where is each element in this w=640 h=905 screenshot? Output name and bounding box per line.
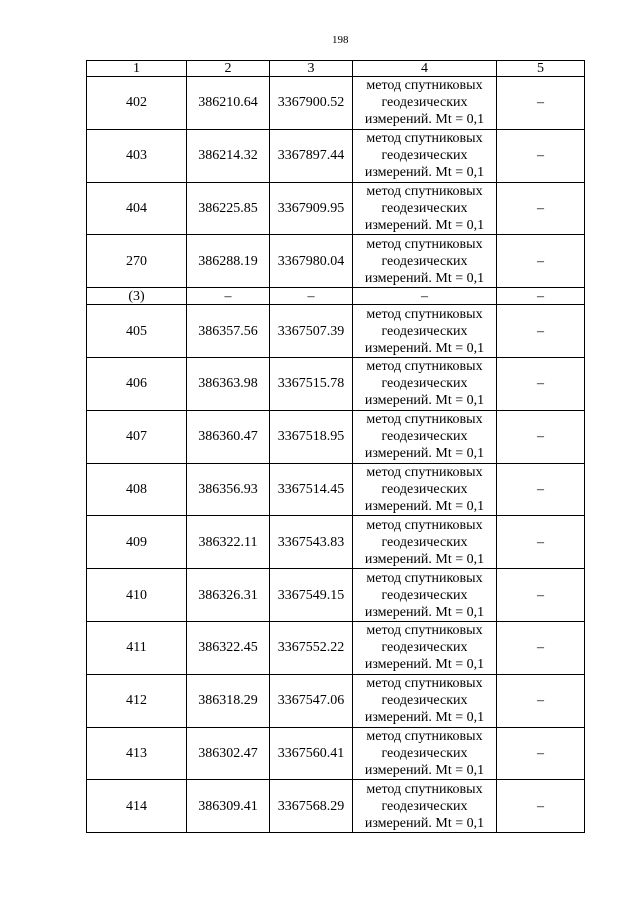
- coordinates-table: [86, 60, 585, 833]
- cell-point-number: 410: [87, 569, 187, 622]
- method-line: метод спутниковых: [366, 412, 483, 428]
- method-line: геодезических: [381, 481, 468, 497]
- cell-col5: –: [497, 410, 585, 463]
- cell-col5: –: [497, 288, 585, 305]
- cell-x-coordinate: 386318.29: [187, 674, 270, 727]
- method-line: метод спутниковых: [366, 359, 483, 375]
- method-line: метод спутниковых: [366, 78, 483, 94]
- cell-point-number: 411: [87, 621, 187, 674]
- cell-col5: –: [497, 463, 585, 516]
- cell-y-coordinate: 3367515.78: [270, 357, 353, 410]
- method-line: геодезических: [381, 693, 468, 709]
- method-line: геодезических: [381, 429, 468, 445]
- cell-col5: –: [497, 235, 585, 288]
- method-line: геодезических: [381, 323, 468, 339]
- cell-method: [353, 305, 497, 358]
- method-line: –: [421, 288, 428, 304]
- cell-x-coordinate: 386309.41: [187, 780, 270, 833]
- method-line: метод спутниковых: [366, 517, 483, 533]
- cell-y-coordinate: 3367560.41: [270, 727, 353, 780]
- cell-col5: –: [497, 569, 585, 622]
- method-line: метод спутниковых: [366, 306, 483, 322]
- cell-method: [353, 129, 497, 182]
- cell-x-coordinate: 386357.56: [187, 305, 270, 358]
- table-row: [87, 516, 585, 569]
- cell-x-coordinate: –: [187, 288, 270, 305]
- method-line: измерений. Mt = 0,1: [364, 710, 485, 726]
- method-line: геодезических: [381, 798, 468, 814]
- table-row: [87, 780, 585, 833]
- method-line: геодезических: [381, 745, 468, 761]
- cell-point-number: 403: [87, 129, 187, 182]
- cell-point-number: 270: [87, 235, 187, 288]
- cell-point-number: (3): [87, 288, 187, 305]
- table-row: [87, 410, 585, 463]
- cell-method: [353, 235, 497, 288]
- method-line: измерений. Mt = 0,1: [364, 762, 485, 778]
- page-number: 198: [332, 34, 349, 46]
- cell-point-number: 402: [87, 77, 187, 130]
- cell-x-coordinate: 386326.31: [187, 569, 270, 622]
- cell-y-coordinate: 3367897.44: [270, 129, 353, 182]
- cell-y-coordinate: 3367909.95: [270, 182, 353, 235]
- method-line: измерений. Mt = 0,1: [364, 393, 485, 409]
- method-line: метод спутниковых: [366, 570, 483, 586]
- cell-y-coordinate: 3367568.29: [270, 780, 353, 833]
- cell-method: [353, 516, 497, 569]
- method-line: измерений. Mt = 0,1: [364, 340, 485, 356]
- cell-y-coordinate: 3367549.15: [270, 569, 353, 622]
- table-body: [87, 77, 585, 833]
- cell-point-number: 404: [87, 182, 187, 235]
- cell-method: [353, 182, 497, 235]
- cell-y-coordinate: 3367518.95: [270, 410, 353, 463]
- method-line: измерений. Mt = 0,1: [364, 657, 485, 673]
- cell-point-number: 414: [87, 780, 187, 833]
- table-row: [87, 235, 585, 288]
- cell-y-coordinate: 3367547.06: [270, 674, 353, 727]
- method-line: метод спутниковых: [366, 236, 483, 252]
- method-line: измерений. Mt = 0,1: [364, 165, 485, 181]
- cell-y-coordinate: 3367552.22: [270, 621, 353, 674]
- cell-col5: –: [497, 305, 585, 358]
- method-line: метод спутниковых: [366, 183, 483, 199]
- cell-col5: –: [497, 182, 585, 235]
- method-line: метод спутниковых: [366, 131, 483, 147]
- table-row: [87, 463, 585, 516]
- header-row: [87, 61, 585, 77]
- table-row: [87, 569, 585, 622]
- cell-x-coordinate: 386302.47: [187, 727, 270, 780]
- cell-col5: –: [497, 516, 585, 569]
- cell-method: [353, 410, 497, 463]
- method-line: метод спутниковых: [366, 464, 483, 480]
- cell-col5: –: [497, 357, 585, 410]
- cell-x-coordinate: 386225.85: [187, 182, 270, 235]
- cell-point-number: 412: [87, 674, 187, 727]
- header-cell-3: 3: [270, 61, 353, 77]
- cell-x-coordinate: 386214.32: [187, 129, 270, 182]
- table-header: [87, 61, 585, 77]
- method-line: измерений. Mt = 0,1: [364, 498, 485, 514]
- cell-col5: –: [497, 621, 585, 674]
- table-row: [87, 727, 585, 780]
- method-line: измерений. Mt = 0,1: [364, 112, 485, 128]
- method-line: метод спутниковых: [366, 781, 483, 797]
- cell-col5: –: [497, 674, 585, 727]
- cell-col5: –: [497, 780, 585, 833]
- cell-col5: –: [497, 129, 585, 182]
- header-cell-5: 5: [497, 61, 585, 77]
- cell-y-coordinate: 3367543.83: [270, 516, 353, 569]
- method-line: геодезических: [381, 200, 468, 216]
- cell-method: [353, 727, 497, 780]
- method-line: измерений. Mt = 0,1: [364, 815, 485, 831]
- table-row: [87, 77, 585, 130]
- table-row: [87, 621, 585, 674]
- cell-col5: –: [497, 77, 585, 130]
- cell-method: [353, 674, 497, 727]
- table-row: [87, 288, 585, 305]
- method-line: геодезических: [381, 534, 468, 550]
- cell-y-coordinate: 3367507.39: [270, 305, 353, 358]
- method-line: геодезических: [381, 148, 468, 164]
- cell-y-coordinate: 3367514.45: [270, 463, 353, 516]
- header-cell-1: 1: [87, 61, 187, 77]
- method-line: измерений. Mt = 0,1: [364, 604, 485, 620]
- cell-point-number: 406: [87, 357, 187, 410]
- cell-x-coordinate: 386360.47: [187, 410, 270, 463]
- method-line: измерений. Mt = 0,1: [364, 551, 485, 567]
- cell-method: [353, 569, 497, 622]
- cell-method: [353, 621, 497, 674]
- cell-col5: –: [497, 727, 585, 780]
- cell-method: [353, 780, 497, 833]
- cell-x-coordinate: 386210.64: [187, 77, 270, 130]
- cell-method: [353, 463, 497, 516]
- table-row: [87, 674, 585, 727]
- cell-y-coordinate: –: [270, 288, 353, 305]
- cell-point-number: 407: [87, 410, 187, 463]
- cell-x-coordinate: 386356.93: [187, 463, 270, 516]
- method-line: геодезических: [381, 95, 468, 111]
- method-line: метод спутниковых: [366, 728, 483, 744]
- method-line: измерений. Mt = 0,1: [364, 446, 485, 462]
- cell-y-coordinate: 3367900.52: [270, 77, 353, 130]
- method-line: геодезических: [381, 376, 468, 392]
- method-line: измерений. Mt = 0,1: [364, 270, 485, 286]
- table-row: [87, 357, 585, 410]
- header-cell-4: 4: [353, 61, 497, 77]
- method-line: геодезических: [381, 640, 468, 656]
- table-row: [87, 129, 585, 182]
- cell-point-number: 405: [87, 305, 187, 358]
- table-row: [87, 182, 585, 235]
- method-line: геодезических: [381, 587, 468, 603]
- cell-method: [353, 357, 497, 410]
- table-row: [87, 305, 585, 358]
- cell-method: [353, 288, 497, 305]
- method-line: метод спутниковых: [366, 676, 483, 692]
- cell-point-number: 409: [87, 516, 187, 569]
- cell-x-coordinate: 386322.45: [187, 621, 270, 674]
- header-cell-2: 2: [187, 61, 270, 77]
- cell-method: [353, 77, 497, 130]
- cell-point-number: 408: [87, 463, 187, 516]
- method-line: измерений. Mt = 0,1: [364, 217, 485, 233]
- cell-point-number: 413: [87, 727, 187, 780]
- cell-y-coordinate: 3367980.04: [270, 235, 353, 288]
- method-line: метод спутниковых: [366, 623, 483, 639]
- cell-x-coordinate: 386322.11: [187, 516, 270, 569]
- method-line: геодезических: [381, 253, 468, 269]
- cell-x-coordinate: 386288.19: [187, 235, 270, 288]
- cell-x-coordinate: 386363.98: [187, 357, 270, 410]
